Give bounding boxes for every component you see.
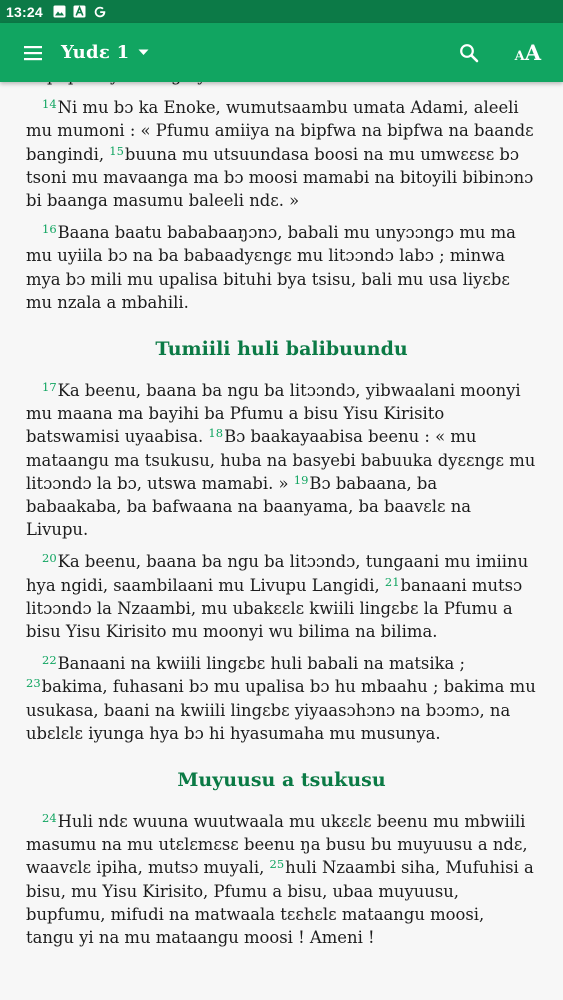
verse-number[interactable]: 15 — [109, 143, 124, 158]
book-chapter-selector[interactable] — [61, 42, 149, 63]
paragraph — [26, 550, 537, 643]
status-time: 13:24 — [6, 3, 43, 20]
paragraph — [26, 652, 537, 745]
verse-number[interactable]: 20 — [42, 551, 57, 566]
section-heading: Muyuusu a tsukusu — [177, 769, 386, 792]
verse-number[interactable]: 21 — [384, 574, 400, 589]
verse-text[interactable]: Baana baatu bababaaŋɔnɔ, babali mu unyɔɔngɔ mu ma mu uyiila bɔ na ba babaadyɛngɛ mu litɔɔndɔ labɔ ; minwa mya bɔ mili mu upalisa bituhi bya tsisu, bali mu usa liyɛbɛ mu nzala a mbahili. — [26, 223, 516, 312]
book-chapter-label: Yudɛ 1 — [61, 42, 130, 63]
verse-text[interactable]: buuna mu utsuundasa boosi na mu umwɛɛsɛ bɔ tsoni mu mavaanga ma bɔ moosi mamabi na bitoyili bibinɔnɔ bi baanga masumu baleeli ndɛ. » — [26, 144, 534, 211]
verse-number[interactable]: 19 — [293, 472, 309, 487]
a-icon — [73, 5, 86, 18]
verse-number[interactable]: 25 — [269, 857, 285, 872]
app-bar — [0, 23, 563, 82]
paragraph — [26, 221, 537, 314]
verse-number[interactable]: 17 — [42, 380, 57, 395]
verse-text[interactable]: bakima, fuhasani bɔ mu upalisa bɔ hu mbaahu ; bakima mu usukasa, baani na kwiili lingɛbɛ yiyaasɔhɔnɔ na bɔɔmɔ, na ubɛlɛlɛ iyunga hya bɔ hi hyasumaha mu musunya. — [26, 677, 536, 743]
verse-text[interactable]: banaani mutsɔ litɔɔndɔ la Nzaambi, mu ubakɛɛlɛ kwiili lingɛbɛ la Pfumu a bisu Yisu Kirisito mu moonyi wu bilima na bilima. — [26, 575, 523, 642]
verse-number[interactable]: 22 — [42, 653, 57, 668]
verse-text[interactable]: huli Nzaambi siha, Mufuhisi a bisu, mu Yisu Kirisito, Pfumu a bisu, ubaa muyuusu, bupfumu, mifudi na matwaala tɛɛhɛlɛ mataangu moosi, tangu yi na mu mataangu moosi ! Ameni ! — [26, 858, 534, 948]
text-size-small-a: A — [514, 49, 525, 64]
verse-text[interactable]: Bɔ babaana, ba babaakaba, ba bafwaana na baanyama, ba baavɛlɛ na Livupu. — [26, 473, 472, 540]
verse-text[interactable]: Ka beenu, baana ba ngu ba litɔɔndɔ, yibwaalani moonyi mu maana ma bayihi ba Pfumu a bisu Yisu Kirisito batswamisi uyaabisa. — [26, 381, 521, 447]
verse-text[interactable]: Huli ndɛ wuuna wuutwaala mu ukɛɛlɛ beenu mu mbwiili masumu na mu utɛlɛmɛsɛ beenu ŋa busu bu muyuusu a ndɛ, waavɛlɛ ipiha, mutsɔ muyali, — [26, 812, 528, 878]
verse-number[interactable]: 23 — [26, 676, 41, 691]
section-heading: Tumiili huli balibuundu — [155, 338, 408, 361]
dropdown-caret-icon — [138, 49, 149, 56]
verse-text[interactable]: Bɔ baakayaabisa beenu : « mu mataangu ma tsukusu, huba na basyebi babuuka dyɛɛngɛ mu litɔɔndɔ la bɔ, utswa mamabi. » — [26, 427, 536, 493]
paragraph — [26, 96, 537, 212]
status-bar — [0, 0, 563, 23]
verse-text[interactable]: Ni mu bɔ ka Enoke, wumutsaambu umata Adami, aleeli mu mumoni : « Pfumu amiiya na bipfwa na bipfwa na baandɛ bangindi, — [26, 98, 534, 164]
menu-icon[interactable] — [23, 43, 43, 63]
verse-number[interactable]: 14 — [42, 97, 57, 112]
search-icon[interactable] — [459, 42, 481, 64]
text-size-icon[interactable] — [515, 40, 541, 65]
google-icon — [93, 5, 107, 19]
verse-text[interactable]: Ka beenu, baana ba ngu ba litɔɔndɔ, tungaani mu imiinu hya ngidi, saambilaani mu Livupu Langidi, — [26, 552, 529, 595]
scripture-content[interactable] — [0, 82, 563, 1000]
photo-icon — [53, 5, 66, 18]
paragraph — [26, 379, 537, 541]
verse-text[interactable]: Banaani na kwiili lingɛbɛ huli babali na matsika ; — [57, 654, 466, 674]
text-size-big-a: A — [524, 40, 541, 65]
verse-number[interactable]: 18 — [208, 426, 224, 441]
verse-number[interactable]: 24 — [42, 811, 57, 826]
verse-number[interactable]: 16 — [42, 222, 57, 237]
paragraph — [26, 810, 537, 949]
